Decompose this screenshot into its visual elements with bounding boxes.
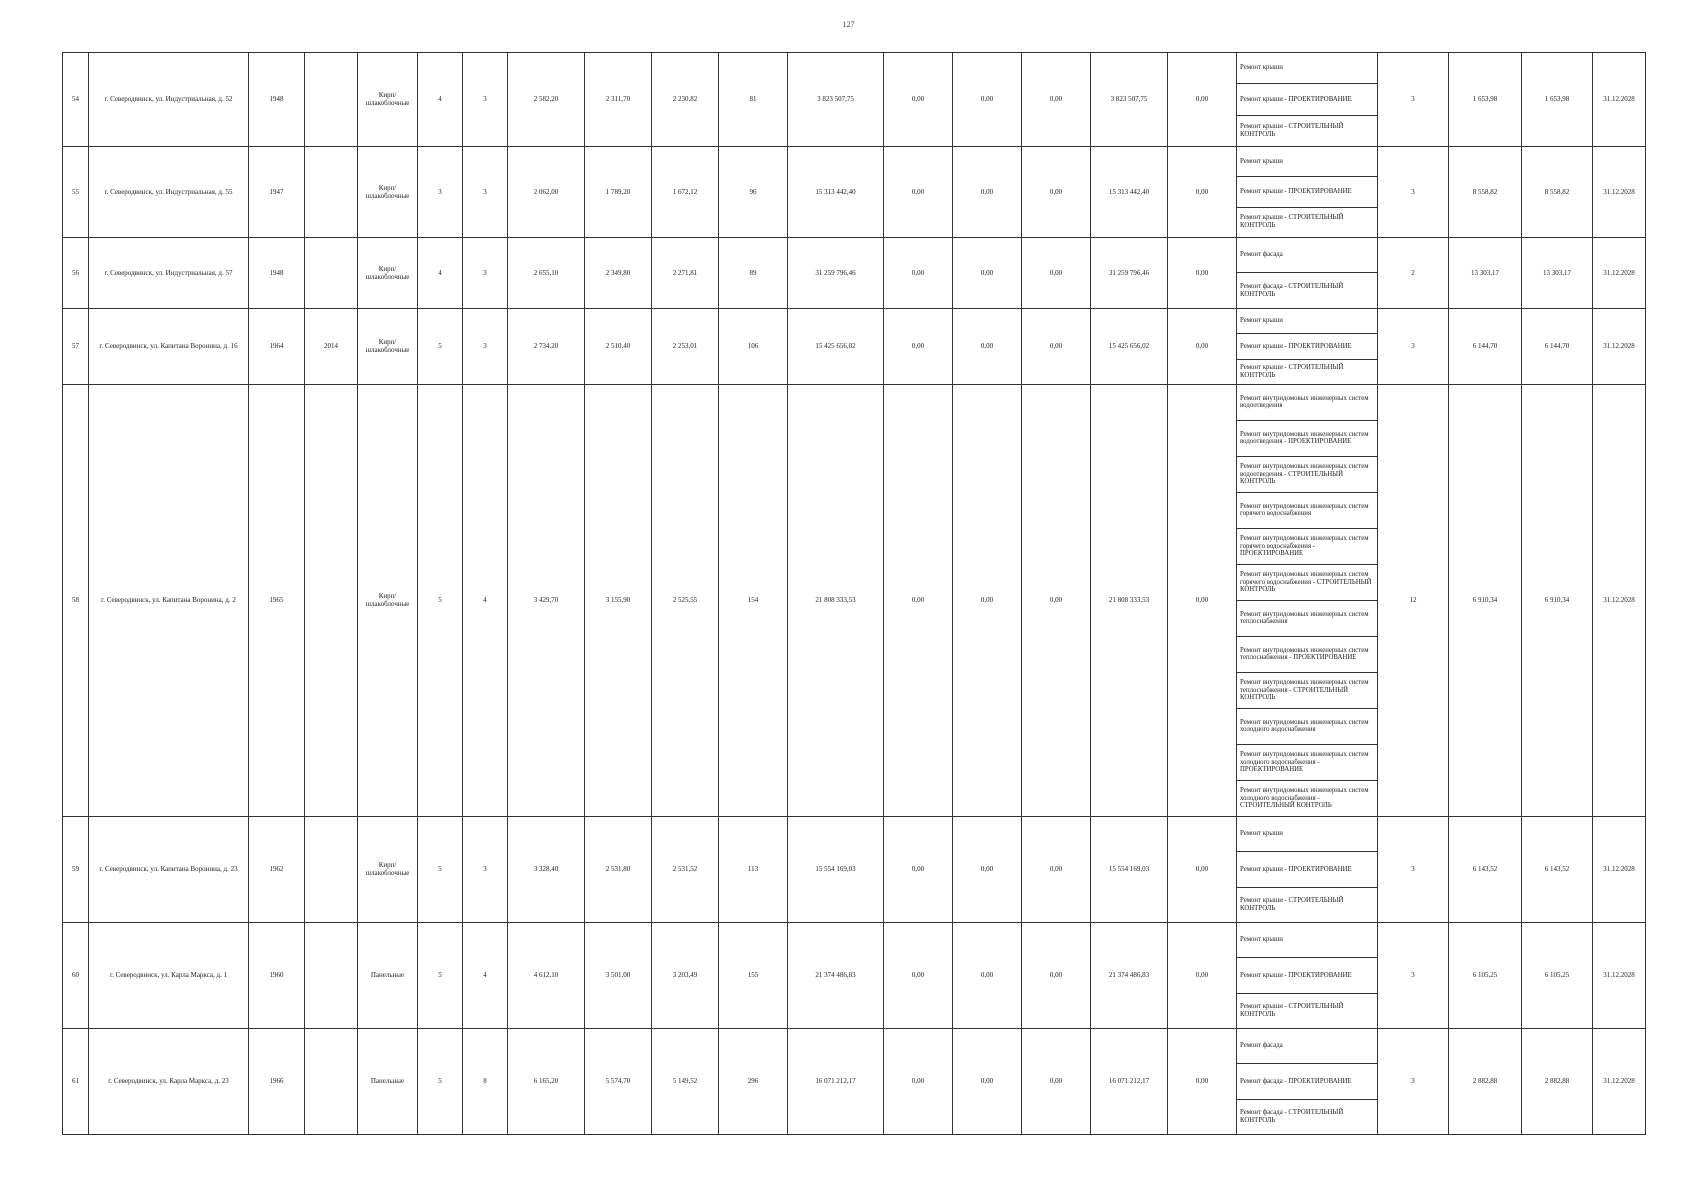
- cell-cost-regional: 0,00: [953, 146, 1022, 237]
- cell-works-count: 3: [1378, 146, 1449, 237]
- cell-cost-total: 15 313 442,40: [788, 146, 884, 237]
- cell-area-total: 4 612,10: [508, 922, 585, 1028]
- cell-area-residential: 3 203,49: [652, 922, 719, 1028]
- cell-cost-fund: 0,00: [884, 1028, 953, 1134]
- cell-work-item: Ремонт крыши - ПРОЕКТИРОВАНИЕ: [1237, 177, 1378, 207]
- cell-address: г. Северодвинск, ул. Индустриальная, д. 52: [89, 53, 249, 147]
- cell-work-item: Ремонт внутридомовых инженерных систем холодного водоснабжения - СТРОИТЕЛЬНЫЙ КОНТРОЛЬ: [1237, 780, 1378, 816]
- cell-work-item: Ремонт внутридомовых инженерных систем водоотведения - СТРОИТЕЛЬНЫЙ КОНТРОЛЬ: [1237, 456, 1378, 492]
- cell-residents: 96: [719, 146, 788, 237]
- cell-residents: 81: [719, 53, 788, 147]
- cell-area-total: 2 734,20: [508, 308, 585, 384]
- cell-cost-owners: 21 808 333,53: [1091, 384, 1168, 816]
- cell-cost-total: 31 259 796,46: [788, 237, 884, 308]
- cell-floors: 3: [418, 146, 463, 237]
- cell-residents: 106: [719, 308, 788, 384]
- cell-wall-material: Кирп/ шлакоблочные: [358, 308, 418, 384]
- cell-work-item: Ремонт крыши - ПРОЕКТИРОВАНИЕ: [1237, 334, 1378, 359]
- cell-year-built: 1965: [249, 384, 305, 816]
- cell-area-total: 3 328,40: [508, 816, 585, 922]
- cell-deadline: 31.12.2028: [1593, 53, 1646, 147]
- page-number: 127: [842, 20, 855, 29]
- cell-entrances: 4: [463, 922, 508, 1028]
- cell-work-item: Ремонт крыши - СТРОИТЕЛЬНЫЙ КОНТРОЛЬ: [1237, 993, 1378, 1028]
- cell-address: г. Северодвинск, ул. Карла Маркса, д. 1: [89, 922, 249, 1028]
- cell-cost-regional: 0,00: [953, 922, 1022, 1028]
- cell-cost-regional: 0,00: [953, 237, 1022, 308]
- cell-area-total: 2 062,00: [508, 146, 585, 237]
- cell-work-item: Ремонт внутридомовых инженерных систем горячего водоснабжения: [1237, 492, 1378, 528]
- cell-unit-cost-limit: 6 105,25: [1522, 922, 1593, 1028]
- cell-wall-material: Кирп/ шлакоблочные: [358, 237, 418, 308]
- cell-area-total: 2 582,20: [508, 53, 585, 147]
- cell-cost-other: 0,00: [1168, 816, 1237, 922]
- cell-cost-owners: 15 425 656,02: [1091, 308, 1168, 384]
- cell-address: г. Северодвинск, ул. Капитана Воронина, д. 2: [89, 384, 249, 816]
- cell-work-item: Ремонт фасада - ПРОЕКТИРОВАНИЕ: [1237, 1064, 1378, 1099]
- cell-work-item: Ремонт крыши - ПРОЕКТИРОВАНИЕ: [1237, 84, 1378, 115]
- cell-year-built: 1947: [249, 146, 305, 237]
- cell-year-overhaul: [305, 146, 358, 237]
- table-row: [63, 1028, 1646, 1063]
- cell-unit-cost-limit: 13 303,17: [1522, 237, 1593, 308]
- cell-entrances: 3: [463, 308, 508, 384]
- cell-wall-material: Панельные: [358, 1028, 418, 1134]
- cell-unit-cost-limit: 6 143,52: [1522, 816, 1593, 922]
- cell-residents: 155: [719, 922, 788, 1028]
- cell-wall-material: Панельные: [358, 922, 418, 1028]
- cell-cost-total: 21 808 333,53: [788, 384, 884, 816]
- cell-work-item: Ремонт крыши - СТРОИТЕЛЬНЫЙ КОНТРОЛЬ: [1237, 207, 1378, 237]
- cell-work-item: Ремонт крыши - СТРОИТЕЛЬНЫЙ КОНТРОЛЬ: [1237, 887, 1378, 922]
- cell-work-item: Ремонт фасада - СТРОИТЕЛЬНЫЙ КОНТРОЛЬ: [1237, 273, 1378, 309]
- cell-num: 59: [63, 816, 89, 922]
- cell-year-overhaul: [305, 237, 358, 308]
- cell-work-item: Ремонт фасада - СТРОИТЕЛЬНЫЙ КОНТРОЛЬ: [1237, 1099, 1378, 1134]
- cell-unit-cost-limit: 2 882,88: [1522, 1028, 1593, 1134]
- cell-unit-cost: 6 105,25: [1449, 922, 1522, 1028]
- cell-work-item: Ремонт крыши: [1237, 922, 1378, 957]
- cell-cost-total: 3 823 507,75: [788, 53, 884, 147]
- cell-cost-owners: 31 259 796,46: [1091, 237, 1168, 308]
- cell-area-residential: 2 230,82: [652, 53, 719, 147]
- cell-work-item: Ремонт внутридомовых инженерных систем водоотведения: [1237, 384, 1378, 420]
- table-body: [63, 53, 1646, 1135]
- cell-area-residential: 1 672,12: [652, 146, 719, 237]
- table-row: [63, 146, 1646, 176]
- cell-cost-fund: 0,00: [884, 922, 953, 1028]
- cell-cost-fund: 0,00: [884, 816, 953, 922]
- cell-cost-fund: 0,00: [884, 146, 953, 237]
- cell-work-item: Ремонт внутридомовых инженерных систем холодного водоснабжения - ПРОЕКТИРОВАНИЕ: [1237, 744, 1378, 780]
- cell-work-item: Ремонт внутридомовых инженерных систем теплоснабжения - СТРОИТЕЛЬНЫЙ КОНТРОЛЬ: [1237, 672, 1378, 708]
- cell-cost-local: 0,00: [1022, 237, 1091, 308]
- cell-cost-other: 0,00: [1168, 237, 1237, 308]
- cell-address: г. Северодвинск, ул. Индустриальная, д. 57: [89, 237, 249, 308]
- cell-works-count: 3: [1378, 308, 1449, 384]
- cell-unit-cost: 2 882,88: [1449, 1028, 1522, 1134]
- cell-cost-owners: 16 071 212,17: [1091, 1028, 1168, 1134]
- cell-cost-regional: 0,00: [953, 384, 1022, 816]
- cell-unit-cost-limit: 6 144,70: [1522, 308, 1593, 384]
- cell-work-item: Ремонт крыши: [1237, 53, 1378, 84]
- table-row: [63, 237, 1646, 273]
- cell-cost-total: 15 425 656,02: [788, 308, 884, 384]
- cell-floors: 4: [418, 53, 463, 147]
- cell-unit-cost: 1 653,98: [1449, 53, 1522, 147]
- cell-cost-owners: 3 823 507,75: [1091, 53, 1168, 147]
- cell-num: 55: [63, 146, 89, 237]
- cell-works-count: 3: [1378, 816, 1449, 922]
- cell-num: 57: [63, 308, 89, 384]
- cell-num: 61: [63, 1028, 89, 1134]
- cell-work-item: Ремонт крыши - СТРОИТЕЛЬНЫЙ КОНТРОЛЬ: [1237, 115, 1378, 146]
- cell-area-premises: 3 155,90: [585, 384, 652, 816]
- cell-work-item: Ремонт крыши: [1237, 816, 1378, 851]
- cell-cost-fund: 0,00: [884, 53, 953, 147]
- cell-year-built: 1948: [249, 237, 305, 308]
- cell-area-premises: 5 574,70: [585, 1028, 652, 1134]
- cell-cost-regional: 0,00: [953, 53, 1022, 147]
- cell-work-item: Ремонт внутридомовых инженерных систем холодного водоснабжения: [1237, 708, 1378, 744]
- cell-year-overhaul: [305, 816, 358, 922]
- cell-num: 56: [63, 237, 89, 308]
- cell-cost-total: 15 554 169,03: [788, 816, 884, 922]
- cell-work-item: Ремонт фасада: [1237, 237, 1378, 273]
- cell-area-total: 2 655,10: [508, 237, 585, 308]
- cell-unit-cost: 13 303,17: [1449, 237, 1522, 308]
- cell-cost-other: 0,00: [1168, 308, 1237, 384]
- cell-cost-total: 21 374 486,83: [788, 922, 884, 1028]
- cell-entrances: 3: [463, 816, 508, 922]
- cell-deadline: 31.12.2028: [1593, 237, 1646, 308]
- cell-wall-material: Кирп/ шлакоблочные: [358, 384, 418, 816]
- cell-cost-owners: 15 313 442,40: [1091, 146, 1168, 237]
- cell-entrances: 3: [463, 237, 508, 308]
- cell-entrances: 3: [463, 53, 508, 147]
- cell-year-built: 1948: [249, 53, 305, 147]
- cell-area-total: 3 429,70: [508, 384, 585, 816]
- cell-cost-owners: 21 374 486,83: [1091, 922, 1168, 1028]
- cell-entrances: 4: [463, 384, 508, 816]
- cell-area-premises: 2 510,40: [585, 308, 652, 384]
- cell-work-item: Ремонт внутридомовых инженерных систем водоотведения - ПРОЕКТИРОВАНИЕ: [1237, 420, 1378, 456]
- cell-unit-cost: 8 558,82: [1449, 146, 1522, 237]
- cell-works-count: 3: [1378, 1028, 1449, 1134]
- cell-area-premises: 2 311,70: [585, 53, 652, 147]
- cell-floors: 5: [418, 384, 463, 816]
- cell-unit-cost-limit: 1 653,98: [1522, 53, 1593, 147]
- cell-wall-material: Кирп/ шлакоблочные: [358, 53, 418, 147]
- cell-floors: 5: [418, 1028, 463, 1134]
- cell-floors: 5: [418, 308, 463, 384]
- cell-cost-local: 0,00: [1022, 384, 1091, 816]
- cell-area-residential: 5 149,52: [652, 1028, 719, 1134]
- cell-deadline: 31.12.2028: [1593, 308, 1646, 384]
- cell-residents: 154: [719, 384, 788, 816]
- cell-works-count: 3: [1378, 53, 1449, 147]
- cell-cost-local: 0,00: [1022, 922, 1091, 1028]
- cell-cost-other: 0,00: [1168, 922, 1237, 1028]
- cell-area-premises: 2 349,80: [585, 237, 652, 308]
- cell-cost-regional: 0,00: [953, 308, 1022, 384]
- cell-deadline: 31.12.2028: [1593, 922, 1646, 1028]
- cell-cost-fund: 0,00: [884, 237, 953, 308]
- cell-cost-local: 0,00: [1022, 308, 1091, 384]
- cell-work-item: Ремонт крыши: [1237, 146, 1378, 176]
- cell-work-item: Ремонт крыши: [1237, 308, 1378, 333]
- cell-works-count: 12: [1378, 384, 1449, 816]
- cell-area-residential: 2 531,52: [652, 816, 719, 922]
- cell-floors: 4: [418, 237, 463, 308]
- cell-address: г. Северодвинск, ул. Карла Маркса, д. 23: [89, 1028, 249, 1134]
- cell-area-residential: 2 253,01: [652, 308, 719, 384]
- cell-residents: 296: [719, 1028, 788, 1134]
- cell-cost-owners: 15 554 169,03: [1091, 816, 1168, 922]
- cell-year-overhaul: 2014: [305, 308, 358, 384]
- cell-area-premises: 2 531,80: [585, 816, 652, 922]
- cell-area-premises: 1 789,20: [585, 146, 652, 237]
- cell-num: 60: [63, 922, 89, 1028]
- cell-works-count: 3: [1378, 922, 1449, 1028]
- cell-entrances: 8: [463, 1028, 508, 1134]
- cell-cost-local: 0,00: [1022, 53, 1091, 147]
- cell-floors: 5: [418, 816, 463, 922]
- cell-entrances: 3: [463, 146, 508, 237]
- cell-address: г. Северодвинск, ул. Капитана Воронина, д. 23: [89, 816, 249, 922]
- cell-wall-material: Кирп/ шлакоблочные: [358, 146, 418, 237]
- cell-work-item: Ремонт внутридомовых инженерных систем теплоснабжения - ПРОЕКТИРОВАНИЕ: [1237, 636, 1378, 672]
- cell-cost-other: 0,00: [1168, 1028, 1237, 1134]
- cell-cost-local: 0,00: [1022, 146, 1091, 237]
- cell-address: г. Северодвинск, ул. Индустриальная, д. 55: [89, 146, 249, 237]
- cell-unit-cost: 6 144,70: [1449, 308, 1522, 384]
- cell-cost-local: 0,00: [1022, 1028, 1091, 1134]
- cell-year-overhaul: [305, 384, 358, 816]
- cell-cost-total: 16 071 212,17: [788, 1028, 884, 1134]
- cell-work-item: Ремонт внутридомовых инженерных систем горячего водоснабжения - СТРОИТЕЛЬНЫЙ КОНТРОЛЬ: [1237, 564, 1378, 600]
- cell-cost-regional: 0,00: [953, 1028, 1022, 1134]
- cell-unit-cost: 6 910,34: [1449, 384, 1522, 816]
- table-row: [63, 922, 1646, 957]
- cell-year-built: 1960: [249, 922, 305, 1028]
- cell-year-built: 1962: [249, 816, 305, 922]
- cell-work-item: Ремонт крыши - СТРОИТЕЛЬНЫЙ КОНТРОЛЬ: [1237, 359, 1378, 384]
- cell-deadline: 31.12.2028: [1593, 816, 1646, 922]
- table-row: [63, 816, 1646, 851]
- cell-year-built: 1966: [249, 1028, 305, 1134]
- cell-area-residential: 2 271,81: [652, 237, 719, 308]
- cell-cost-other: 0,00: [1168, 146, 1237, 237]
- cell-area-premises: 3 501,00: [585, 922, 652, 1028]
- cell-year-built: 1964: [249, 308, 305, 384]
- cell-area-total: 6 165,20: [508, 1028, 585, 1134]
- cell-work-item: Ремонт фасада: [1237, 1028, 1378, 1063]
- cell-area-residential: 2 525,55: [652, 384, 719, 816]
- cell-unit-cost-limit: 6 910,34: [1522, 384, 1593, 816]
- cell-work-item: Ремонт крыши - ПРОЕКТИРОВАНИЕ: [1237, 958, 1378, 993]
- cell-work-item: Ремонт крыши - ПРОЕКТИРОВАНИЕ: [1237, 852, 1378, 887]
- cell-deadline: 31.12.2028: [1593, 146, 1646, 237]
- cell-cost-regional: 0,00: [953, 816, 1022, 922]
- repair-program-table: [62, 52, 1646, 1135]
- table-row: [63, 308, 1646, 333]
- cell-cost-other: 0,00: [1168, 384, 1237, 816]
- cell-unit-cost: 6 143,52: [1449, 816, 1522, 922]
- cell-num: 54: [63, 53, 89, 147]
- table-row: [63, 53, 1646, 84]
- cell-num: 58: [63, 384, 89, 816]
- cell-cost-other: 0,00: [1168, 53, 1237, 147]
- cell-wall-material: Кирп/ шлакоблочные: [358, 816, 418, 922]
- cell-works-count: 2: [1378, 237, 1449, 308]
- cell-address: г. Северодвинск, ул. Капитана Воронина, д. 16: [89, 308, 249, 384]
- table-row: [63, 384, 1646, 420]
- cell-year-overhaul: [305, 53, 358, 147]
- cell-cost-fund: 0,00: [884, 308, 953, 384]
- cell-residents: 89: [719, 237, 788, 308]
- cell-deadline: 31.12.2028: [1593, 384, 1646, 816]
- cell-cost-local: 0,00: [1022, 816, 1091, 922]
- cell-work-item: Ремонт внутридомовых инженерных систем теплоснабжения: [1237, 600, 1378, 636]
- cell-residents: 113: [719, 816, 788, 922]
- cell-unit-cost-limit: 8 558,82: [1522, 146, 1593, 237]
- cell-cost-fund: 0,00: [884, 384, 953, 816]
- cell-year-overhaul: [305, 922, 358, 1028]
- cell-work-item: Ремонт внутридомовых инженерных систем горячего водоснабжения - ПРОЕКТИРОВАНИЕ: [1237, 528, 1378, 564]
- cell-floors: 5: [418, 922, 463, 1028]
- cell-year-overhaul: [305, 1028, 358, 1134]
- cell-deadline: 31.12.2028: [1593, 1028, 1646, 1134]
